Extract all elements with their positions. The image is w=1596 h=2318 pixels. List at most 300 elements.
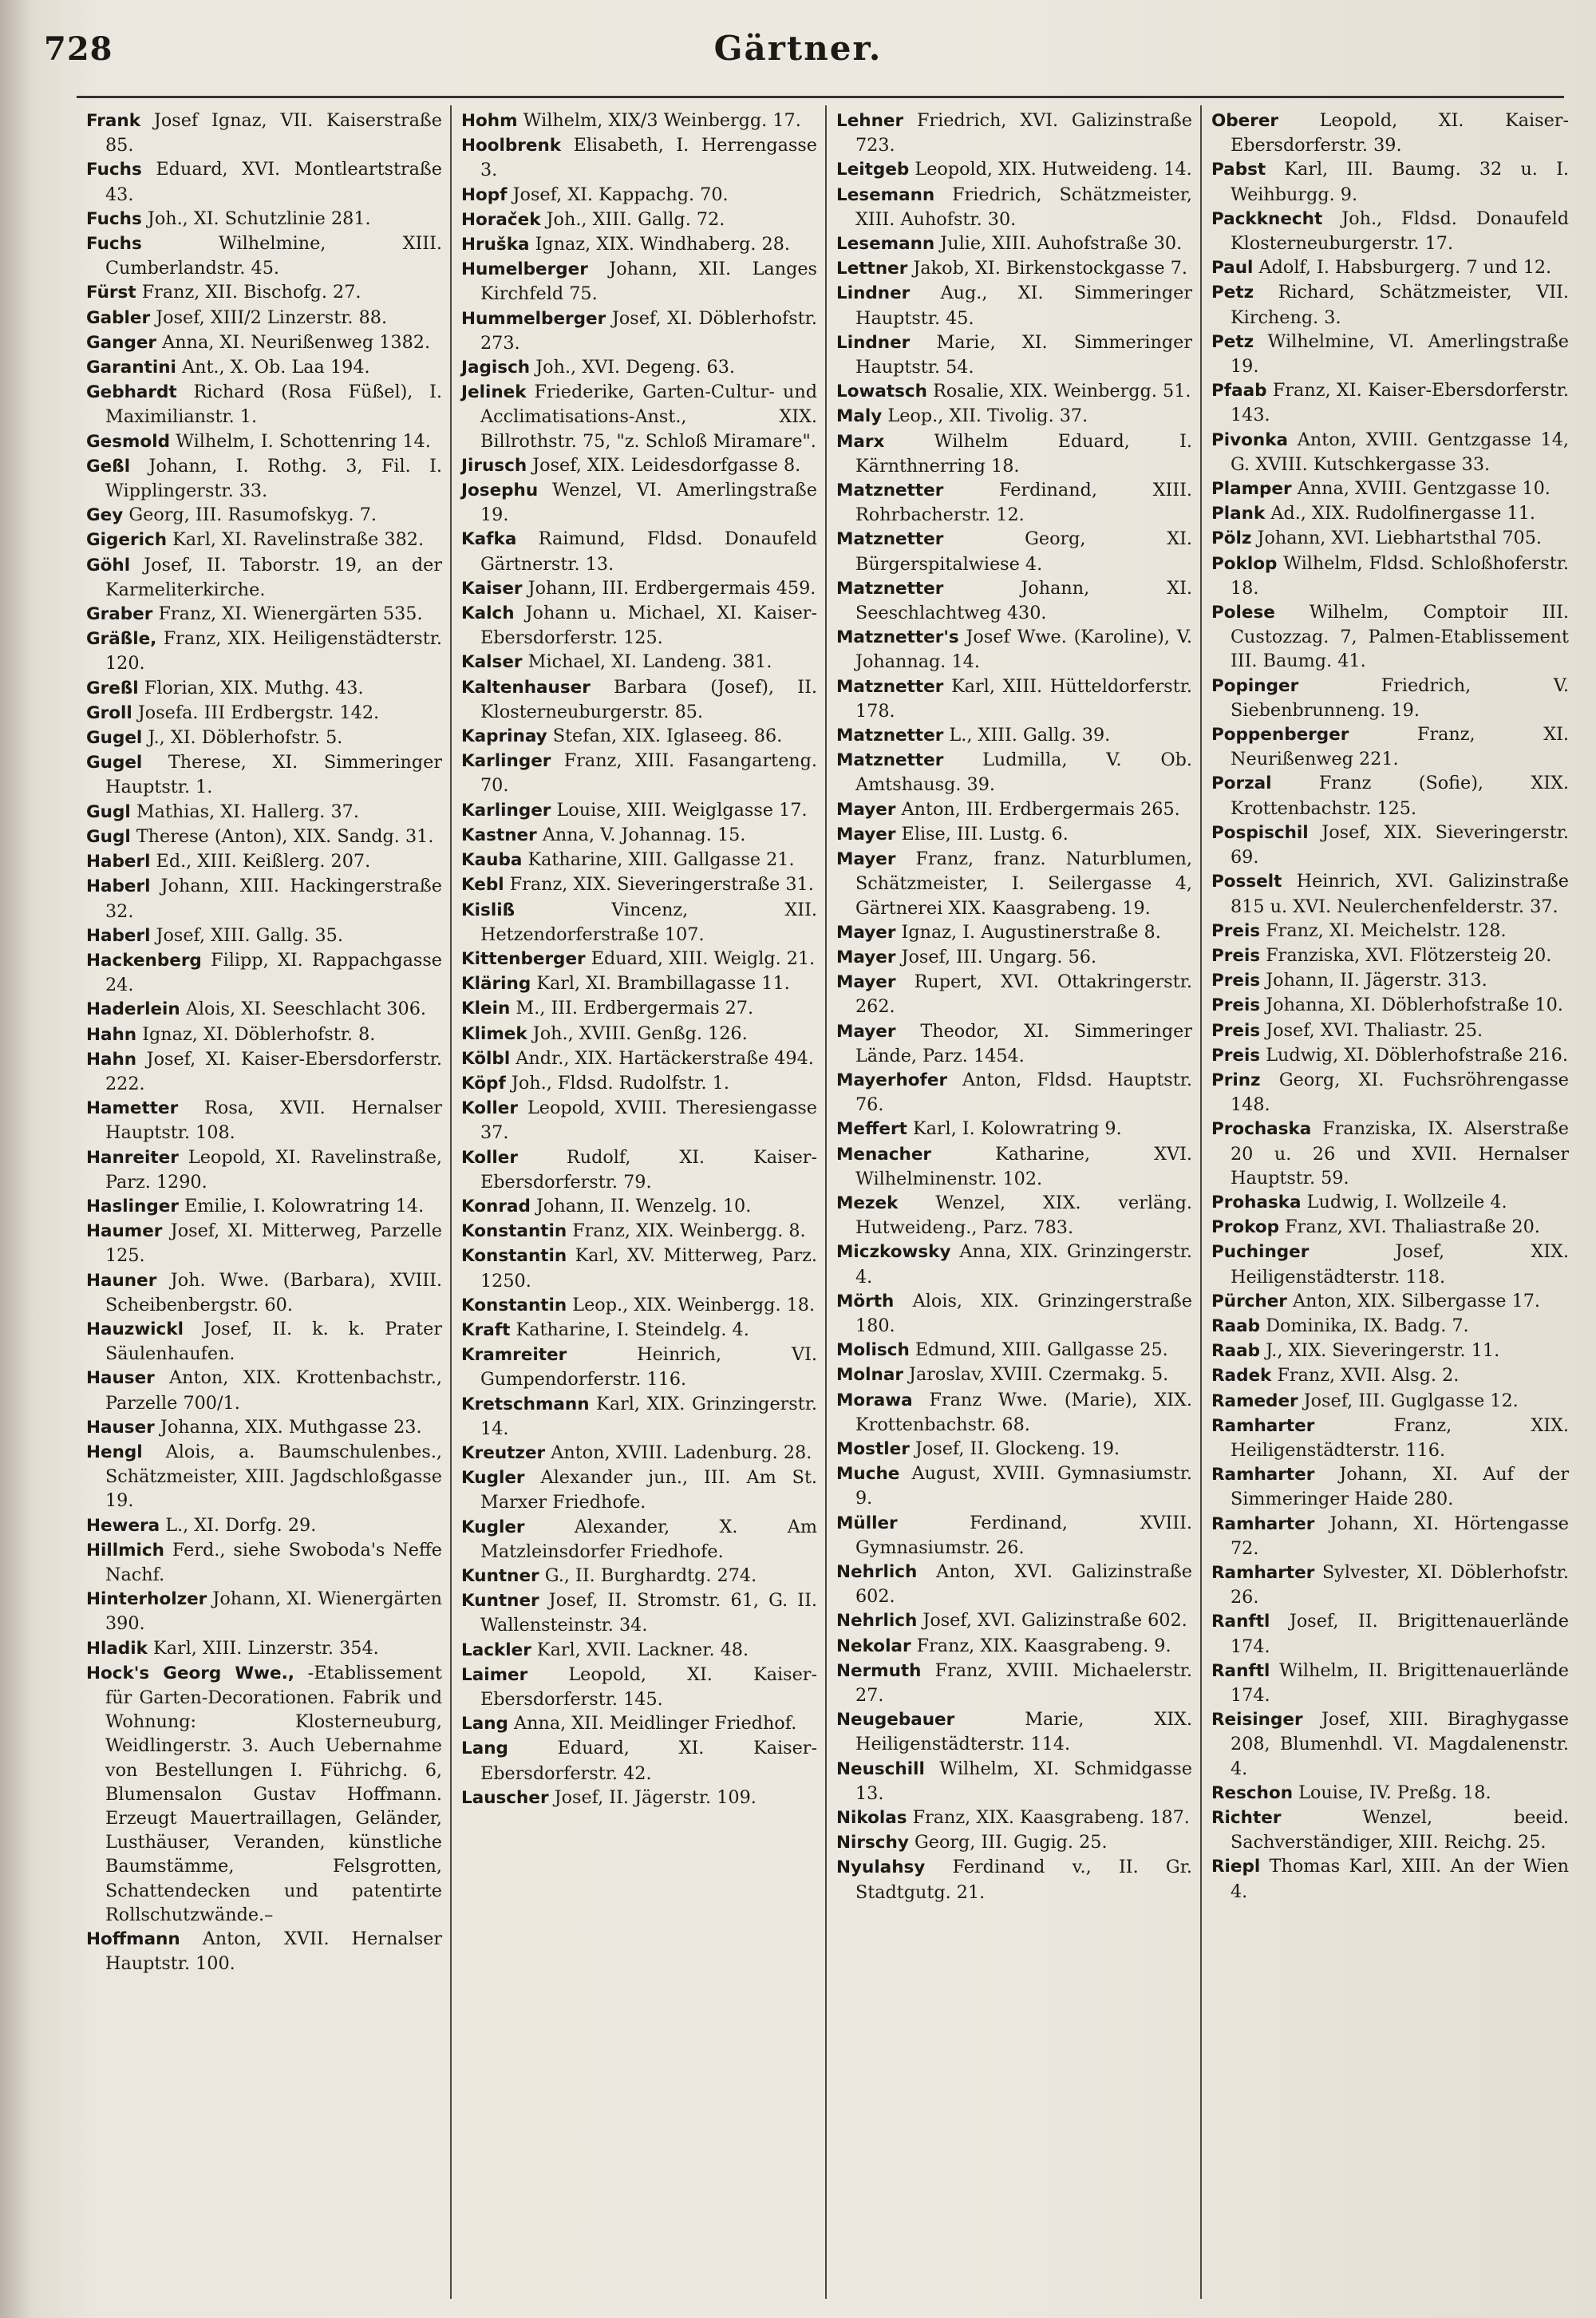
directory-entry [1211, 1707, 1569, 1781]
entry-name: Kalch [461, 603, 515, 624]
directory-entry [836, 1462, 1192, 1510]
entry-address: J., XI. Döblerhofstr. 5. [148, 727, 343, 749]
entry-name: Lang [461, 1714, 508, 1735]
entry-address: Jakob, XI. Birkenstockgasse 7. [913, 258, 1187, 279]
entry-address: Wilhelm, Fldsd. Schloßhoferstr. 18. [1231, 552, 1569, 599]
directory-entry [86, 1317, 442, 1366]
entry-address: Jaroslav, XVIII. Czermakg. 5. [909, 1364, 1169, 1386]
directory-entry [461, 1194, 817, 1219]
directory-entry [86, 1587, 442, 1636]
entry-address: Alois, XI. Seeschlacht 306. [185, 999, 426, 1020]
entry-address: Franz (Sofie), XIX. Krottenbachstr. 125. [1231, 773, 1569, 819]
entry-address: Franz, XI. Wienergärten 535. [158, 603, 423, 625]
directory-entry [86, 553, 442, 602]
entry-address: Katharine, XVI. Wilhelminenstr. 102. [855, 1143, 1192, 1189]
entry-name: Preis [1211, 971, 1261, 991]
entry-name: Groll [86, 702, 132, 723]
directory-entry [836, 1659, 1192, 1707]
directory-entry [836, 797, 1192, 822]
entry-address: Friedrich, XVI. Galizinstraße 723. [855, 110, 1192, 156]
entry-name: Mayer [836, 824, 896, 845]
directory-entry [461, 355, 817, 380]
entry-name: Neugebauer [836, 1710, 955, 1731]
directory-entry [836, 183, 1192, 231]
entry-name: Menacher [836, 1144, 932, 1165]
directory-entry [461, 996, 817, 1021]
directory-entry [461, 749, 817, 797]
entry-address: Johann, II. Jägerstr. 313. [1266, 970, 1487, 991]
entry-address: Friedrich, V. Siebenbrunneng. 19. [1231, 674, 1569, 721]
entry-address: Josef, III. Guglgasse 12. [1303, 1390, 1519, 1411]
entry-address: Richard (Rosa Füßel), I. Maximilianstr. 1. [105, 382, 442, 428]
directory-entry [86, 874, 442, 923]
entry-name: Kuntner [461, 1591, 539, 1612]
directory-entry [461, 1293, 817, 1318]
entry-address: Julie, XIII. Auhofstraße 30. [940, 233, 1183, 255]
entry-address: Franz, XIII. Fasangarteng. 70. [480, 750, 818, 797]
entry-address: Josef, II. Taborstr. 19, an der Karmeliterkirche. [105, 554, 442, 600]
entry-address: Barbara (Josef), II. Klosterneuburgerstr. 85. [480, 676, 817, 722]
entry-address: Josef, XI. Döblerhofstr. 273. [480, 307, 817, 354]
directory-entry [461, 1711, 817, 1736]
entry-name: Miczkowsky [836, 1242, 951, 1263]
column-4 [1202, 105, 1577, 2299]
entry-address: Franz, XI. Kaiser-Ebersdorferstr. 143. [1231, 380, 1569, 426]
entry-name: Hauner [86, 1270, 157, 1291]
entry-address: Friedrich, Schätzmeister, XIII. Auhofstr. 30. [855, 184, 1192, 230]
directory-entry [86, 1145, 442, 1194]
entry-name: Mayerhofer [836, 1070, 948, 1090]
directory-entry [461, 1219, 817, 1244]
entry-address: Johanna, XI. Döblerhofstraße 10. [1266, 995, 1563, 1016]
entry-name: Gey [86, 505, 124, 526]
entry-address: Elise, III. Lustg. 6. [901, 823, 1069, 845]
directory-entry [1211, 1389, 1569, 1414]
entry-address: Josef, XI. Mitterweg, Parzelle 125. [105, 1220, 442, 1267]
entry-address: Leopold, XVIII. Theresiengasse 37. [480, 1098, 817, 1144]
entry-name: Petz [1211, 283, 1254, 303]
entry-name: Prohaska [1211, 1192, 1302, 1212]
entry-address: Joh., XI. Schutzlinie 281. [147, 208, 371, 229]
entry-address: Johann u. Michael, XI. Kaiser-Ebersdorferstr. 125. [480, 603, 818, 649]
directory-entry [86, 1194, 442, 1219]
entry-name: Haderlein [86, 999, 180, 1020]
entry-name: Morawa [836, 1390, 913, 1410]
entry-name: Preis [1211, 945, 1261, 966]
directory-entry [461, 380, 817, 453]
directory-entry [836, 748, 1192, 797]
entry-name: Fuchs [86, 208, 142, 229]
directory-entry [461, 478, 817, 527]
entry-name: Leitgeb [836, 160, 910, 180]
directory-entry [836, 1068, 1192, 1117]
directory-entry [86, 1023, 442, 1047]
entry-address: Johann, XVI. Liebhartsthal 705. [1257, 528, 1542, 549]
directory-entry [1211, 1339, 1569, 1363]
directory-entry [461, 1786, 817, 1810]
directory-entry [86, 454, 442, 503]
entry-address: Wilhelm Eduard, I. Kärnthnerring 18. [855, 430, 1192, 477]
directory-entry [86, 997, 442, 1022]
entry-name: Frank [86, 111, 141, 131]
directory-entry [1211, 722, 1569, 771]
directory-entry [86, 429, 442, 454]
directory-entry [86, 726, 442, 750]
entry-address: Alexander jun., III. Am St. Marxer Friedhofe. [480, 1467, 817, 1513]
directory-entry [86, 207, 442, 231]
entry-name: Mörth [836, 1291, 895, 1311]
entry-address: Karl, XI. Brambillagasse 11. [536, 973, 790, 995]
entry-name: Konstantin [461, 1221, 567, 1242]
entry-address: Franz, XIX. Weinbergg. 8. [572, 1220, 806, 1242]
entry-address: Franziska, IX. Alserstraße 20 u. 26 und XVII. Hernalser Hauptstr. 59. [1231, 1118, 1569, 1189]
directory-entry [461, 232, 817, 257]
entry-address: Michael, XI. Landeng. 381. [527, 651, 772, 673]
entry-address: Ludwig, I. Wollzeile 4. [1306, 1191, 1507, 1212]
entry-name: Matznetter [836, 529, 944, 550]
directory-entry [1211, 1806, 1569, 1854]
directory-entry [1211, 1781, 1569, 1806]
directory-entry [86, 627, 442, 675]
directory-entry [461, 724, 817, 749]
entry-address: Georg, III. Rasumofskyg. 7. [128, 504, 377, 526]
entry-address: Wenzel, beeid. Sachverständiger, XIII. Reichg. 25. [1231, 1807, 1570, 1853]
directory-entry [836, 674, 1192, 723]
directory-entry [1211, 157, 1569, 206]
directory-entry [461, 527, 817, 576]
entry-address: Johann, XIII. Hackingerstraße 32. [105, 876, 442, 922]
entry-name: Ranftl [1211, 1612, 1270, 1632]
entry-name: Plamper [1211, 479, 1292, 500]
entry-address: Elisabeth, I. Herrengasse 3. [480, 135, 817, 181]
entry-name: Poklop [1211, 553, 1278, 574]
directory-entry [1211, 1854, 1569, 1903]
entry-name: Hladik [86, 1638, 148, 1659]
entry-name: Hahn [86, 1049, 137, 1070]
directory-entry [86, 800, 442, 825]
entry-name: Ranftl [1211, 1660, 1270, 1681]
entry-name: Kafka [461, 529, 517, 550]
directory-entry [461, 1564, 817, 1588]
entry-name: Konstantin [461, 1246, 567, 1267]
entry-name: Matznetter [836, 726, 944, 746]
entry-address: Johann, XI. Wienergärten 390. [105, 1588, 442, 1635]
entry-name: Gabler [86, 307, 151, 328]
directory-entry [836, 1757, 1192, 1806]
entry-name: Haberl [86, 925, 151, 946]
directory-entry [836, 1019, 1192, 1068]
entry-name: Lackler [461, 1640, 531, 1660]
entry-name: Hruška [461, 235, 530, 255]
entry-name: Haumer [86, 1221, 163, 1242]
entry-address: Josef, II. Brigittenauerlände 174. [1231, 1611, 1569, 1657]
entry-name: Petz [1211, 331, 1254, 352]
directory-entry [461, 109, 817, 133]
entry-name: Humelberger [461, 259, 588, 280]
entry-address: Franz, XIX. Kaasgrabeng. 9. [916, 1635, 1171, 1656]
directory-entry [836, 1560, 1192, 1608]
entry-name: Marx [836, 431, 885, 452]
entry-address: Franz, XI. Meichelstr. 128. [1266, 920, 1507, 941]
entry-name: Hahn [86, 1024, 137, 1045]
directory-entry [86, 825, 442, 849]
entry-address: Georg, XI. Fuchsröhrengasse 148. [1231, 1069, 1569, 1116]
directory-entry [836, 625, 1192, 674]
directory-entry [461, 183, 817, 208]
directory-entry [86, 528, 442, 552]
entry-name: Kugler [461, 1517, 525, 1537]
entry-name: Konstantin [461, 1295, 567, 1315]
directory-entry [461, 133, 817, 182]
directory-entry [1211, 109, 1569, 157]
entry-name: Hopf [461, 184, 508, 205]
directory-entry [461, 576, 817, 601]
entry-address: Joh., XVI. Degeng. 63. [535, 357, 735, 378]
entry-name: Gebhardt [86, 382, 177, 403]
entry-name: Hengl [86, 1442, 143, 1462]
entry-name: Matznetter's [836, 627, 959, 648]
entry-name: Lindner [836, 332, 911, 353]
directory-entry [1211, 968, 1569, 993]
entry-name: Lauscher [461, 1787, 549, 1808]
directory-entry [461, 1046, 817, 1071]
directory-entry [86, 1415, 442, 1440]
entry-name: Gigerich [86, 530, 168, 551]
directory-entry [836, 256, 1192, 281]
directory-entry [1211, 255, 1569, 280]
directory-entry [1211, 993, 1569, 1018]
entry-name: Plank [1211, 504, 1266, 524]
entry-address: L., XI. Dorfg. 29. [165, 1514, 317, 1536]
entry-address: Josef, XIII. Gallg. 35. [156, 924, 343, 946]
entry-name: Kläring [461, 974, 531, 995]
directory-entry [461, 798, 817, 823]
column-1 [77, 105, 452, 2299]
entry-address: Franz, XI. Neurißenweg 221. [1231, 724, 1569, 770]
directory-entry [836, 1855, 1192, 1904]
entry-address: Josef, XVI. Thaliastr. 25. [1266, 1019, 1483, 1041]
entry-name: Kisliß [461, 900, 516, 920]
directory-entry [836, 527, 1192, 576]
directory-entry [1211, 674, 1569, 722]
entry-address: Anton, XVIII. Ladenburg. 28. [551, 1442, 812, 1463]
directory-entry [836, 429, 1192, 478]
entry-name: Richter [1211, 1808, 1282, 1829]
directory-entry [86, 330, 442, 355]
entry-address: Andr., XIX. Hartäckerstraße 494. [516, 1047, 814, 1069]
directory-entry [836, 231, 1192, 256]
directory-entry [836, 157, 1192, 182]
directory-entry [86, 1268, 442, 1317]
entry-address: Josef, XIX. Heiligenstädterstr. 118. [1231, 1241, 1569, 1288]
entry-address: Ad., XIX. Rudolfinergasse 11. [1270, 503, 1535, 524]
entry-name: Mayer [836, 799, 896, 820]
entry-address: Josefa. III Erdbergstr. 142. [137, 702, 380, 723]
directory-entry [836, 1511, 1192, 1560]
entry-address: Anton, Fldsd. Hauptstr. 76. [855, 1069, 1192, 1116]
entry-name: Geßl [86, 456, 131, 477]
directory-entry [836, 1363, 1192, 1387]
directory-entry [1211, 477, 1569, 501]
entry-name: Fürst [86, 283, 136, 303]
header-rule [77, 96, 1564, 98]
directory-entry [1211, 1659, 1569, 1707]
directory-entry [86, 380, 442, 429]
entry-address: Franziska, XVI. Flötzersteig 20. [1266, 944, 1552, 966]
directory-entry [836, 478, 1192, 527]
entry-name: Lettner [836, 259, 908, 279]
entry-name: Lehner [836, 111, 904, 131]
entry-name: Radek [1211, 1366, 1272, 1386]
entry-address: L., XIII. Gallg. 39. [949, 725, 1111, 746]
directory-entry [461, 971, 817, 996]
entry-address: Alexander, X. Am Matzleinsdorfer Friedhofe. [480, 1516, 817, 1562]
entry-address: Sylvester, XI. Döblerhofstr. 26. [1231, 1561, 1569, 1608]
entry-address: Georg, XI. Bürgerspitalwiese 4. [855, 528, 1193, 575]
entry-name: Haberl [86, 876, 151, 897]
entry-name: Puchinger [1211, 1242, 1310, 1263]
entry-address: Louise, IV. Preßg. 18. [1298, 1782, 1491, 1803]
directory-entry [1211, 378, 1569, 427]
directory-entry [836, 1806, 1192, 1830]
entry-address: Franz, franz. Naturblumen, Schätzmeister, I. Seilergasse 4, Gärtnerei XIX. Kaasgrabeng. 19. [855, 848, 1192, 919]
entry-name: Konrad [461, 1196, 531, 1216]
entry-name: Matznetter [836, 676, 944, 697]
entry-address: Wilhelm, XI. Schmidgasse 13. [855, 1758, 1192, 1804]
directory-entry [836, 1634, 1192, 1659]
entry-address: Josef Wwe. (Karoline), V. Johannag. 14. [855, 627, 1192, 673]
entry-address: Franz, XVI. Thaliastraße 20. [1285, 1216, 1540, 1238]
entry-name: Nirschy [836, 1833, 909, 1853]
entry-name: Jirusch [461, 455, 527, 476]
entry-name: Nermuth [836, 1660, 922, 1681]
entry-name: Meffert [836, 1119, 907, 1140]
directory-entry [836, 1830, 1192, 1855]
entry-name: Lindner [836, 283, 911, 304]
entry-address: Marie, XIX. Heiligenstädterstr. 114. [855, 1709, 1192, 1755]
entry-name: Kramreiter [461, 1345, 567, 1366]
entry-name: Pölz [1211, 528, 1252, 549]
directory-entry [836, 1707, 1192, 1756]
entry-address: Karl, XIX. Grinzingerstr. 14. [480, 1393, 817, 1439]
entry-address: Josef, II. Stromstr. 61, G. II. Wallensteinstr. 34. [480, 1590, 817, 1636]
entry-name: Popinger [1211, 675, 1299, 696]
entry-name: Preis [1211, 995, 1261, 1016]
directory-entry [461, 1515, 817, 1564]
entry-name: Riepl [1211, 1857, 1261, 1877]
directory-entry [86, 948, 442, 997]
directory-entry [86, 1927, 442, 1976]
directory-entry [86, 280, 442, 305]
entry-address: Karl, XI. Ravelinstraße 382. [172, 529, 425, 551]
directory-entry [461, 1663, 817, 1711]
entry-name: Koller [461, 1147, 518, 1168]
entry-name: Hohm [461, 111, 518, 131]
directory-entry [836, 1240, 1192, 1288]
entry-name: Molnar [836, 1365, 903, 1386]
entry-address: Ferdinand, XIII. Rohrbacherstr. 12. [855, 480, 1192, 526]
entry-name: Hauzwickl [86, 1319, 184, 1339]
directory-entry [86, 1047, 442, 1096]
entry-name: Klein [461, 999, 511, 1019]
entry-name: Rameder [1211, 1390, 1298, 1411]
entry-name: Prinz [1211, 1070, 1261, 1090]
entry-name: Kraft [461, 1319, 511, 1340]
entry-name: Hewera [86, 1515, 160, 1536]
directory-entry [461, 1343, 817, 1391]
entry-name: Kugler [461, 1468, 525, 1489]
entry-name: Posselt [1211, 872, 1282, 892]
entry-name: Reisinger [1211, 1710, 1303, 1731]
directory-entry [836, 847, 1192, 920]
directory-entry [461, 823, 817, 848]
entry-address: Adolf, I. Habsburgerg. 7 und 12. [1258, 257, 1552, 279]
directory-entry [1211, 1068, 1569, 1117]
directory-entry [1211, 280, 1569, 329]
entry-name: Mayer [836, 947, 896, 967]
entry-address: Franz, XIX. Sieveringerstraße 31. [509, 874, 814, 896]
directory-entry [1211, 771, 1569, 820]
column-2 [452, 105, 827, 2299]
directory-entry [461, 1736, 817, 1785]
entry-name: Horaček [461, 209, 541, 230]
directory-entry [86, 924, 442, 948]
directory-entry [836, 281, 1192, 330]
entry-name: Polese [1211, 603, 1275, 623]
directory-entry [86, 701, 442, 726]
entry-name: Pabst [1211, 160, 1266, 180]
page-title: Gärtner. [713, 29, 883, 68]
entry-address: Wilhelm, Comptoir III. Custozzag. 7, Palmen-Etablissement III. Baumg. 41. [1231, 602, 1569, 672]
entry-address: Leopold, XI. Ravelinstraße, Parz. 1290. [105, 1146, 442, 1193]
entry-name: Ramharter [1211, 1415, 1315, 1436]
entry-address: Anna, XII. Meidlinger Friedhof. [514, 1713, 797, 1735]
entry-name: Jagisch [461, 358, 531, 378]
entry-address: Raimund, Fldsd. Donaufeld Gärtnerstr. 13. [480, 528, 818, 575]
directory-entry [1211, 1215, 1569, 1240]
entry-name: Nehrlich [836, 1561, 918, 1582]
entry-address: Franz, XVII. Alsg. 2. [1277, 1365, 1460, 1386]
page-edge-shadow [0, 0, 32, 2318]
entry-name: Klimek [461, 1023, 527, 1044]
directory-entry [1211, 1560, 1569, 1609]
entry-name: Mezek [836, 1193, 899, 1213]
entry-address: Anton, XVII. Hernalser Hauptstr. 100. [105, 1928, 443, 1975]
entry-address: -Etablissement für Garten-Decorationen. Fabrik und Wohnung: Klosterneuburg, Weidlingerstr. 3. Auch Uebernahme von Bestellungen I. Führichg. 6, Blumensalon Gustav Hoffmann. Erzeugt Mauertraillagen, Geländer, Lusthäuser, Veranden, künstliche Baumstämme, Felsgrotten, Schattendecken und patentirte Rollschutzwände.– [105, 1662, 442, 1925]
directory-entry [1211, 919, 1569, 943]
entry-name: Ramharter [1211, 1513, 1315, 1534]
directory-entry [1211, 1190, 1569, 1215]
entry-address: Franz, XIX. Heiligenstädterstr. 120. [105, 628, 443, 674]
entry-name: Gesmold [86, 431, 170, 452]
entry-address: Leopold, XIX. Hutweideng. 14. [915, 159, 1192, 180]
entry-address: Florian, XIX. Muthg. 43. [144, 677, 364, 698]
entry-name: Pivonka [1211, 429, 1289, 450]
entry-name: Kebl [461, 875, 504, 896]
entry-address: Josef, II. Glockeng. 19. [915, 1438, 1120, 1459]
entry-address: Anton, III. Erdbergermais 265. [901, 798, 1180, 820]
entry-name: Pospischil [1211, 822, 1309, 843]
entry-address: Katharine, I. Steindelg. 4. [516, 1319, 749, 1340]
entry-address: Josef Ignaz, VII. Kaiserstraße 85. [105, 110, 442, 156]
entry-address: Rosa, XVII. Hernalser Hauptstr. 108. [105, 1098, 442, 1144]
directory-entry [836, 1338, 1192, 1363]
entry-address: Johann, I. Rothg. 3, Fil. I. Wipplingerstr. 33. [105, 455, 442, 502]
entry-name: Kittenberger [461, 948, 586, 969]
directory-entry [1211, 1043, 1569, 1068]
directory-entry [461, 1071, 817, 1096]
entry-name: Preis [1211, 1020, 1261, 1041]
